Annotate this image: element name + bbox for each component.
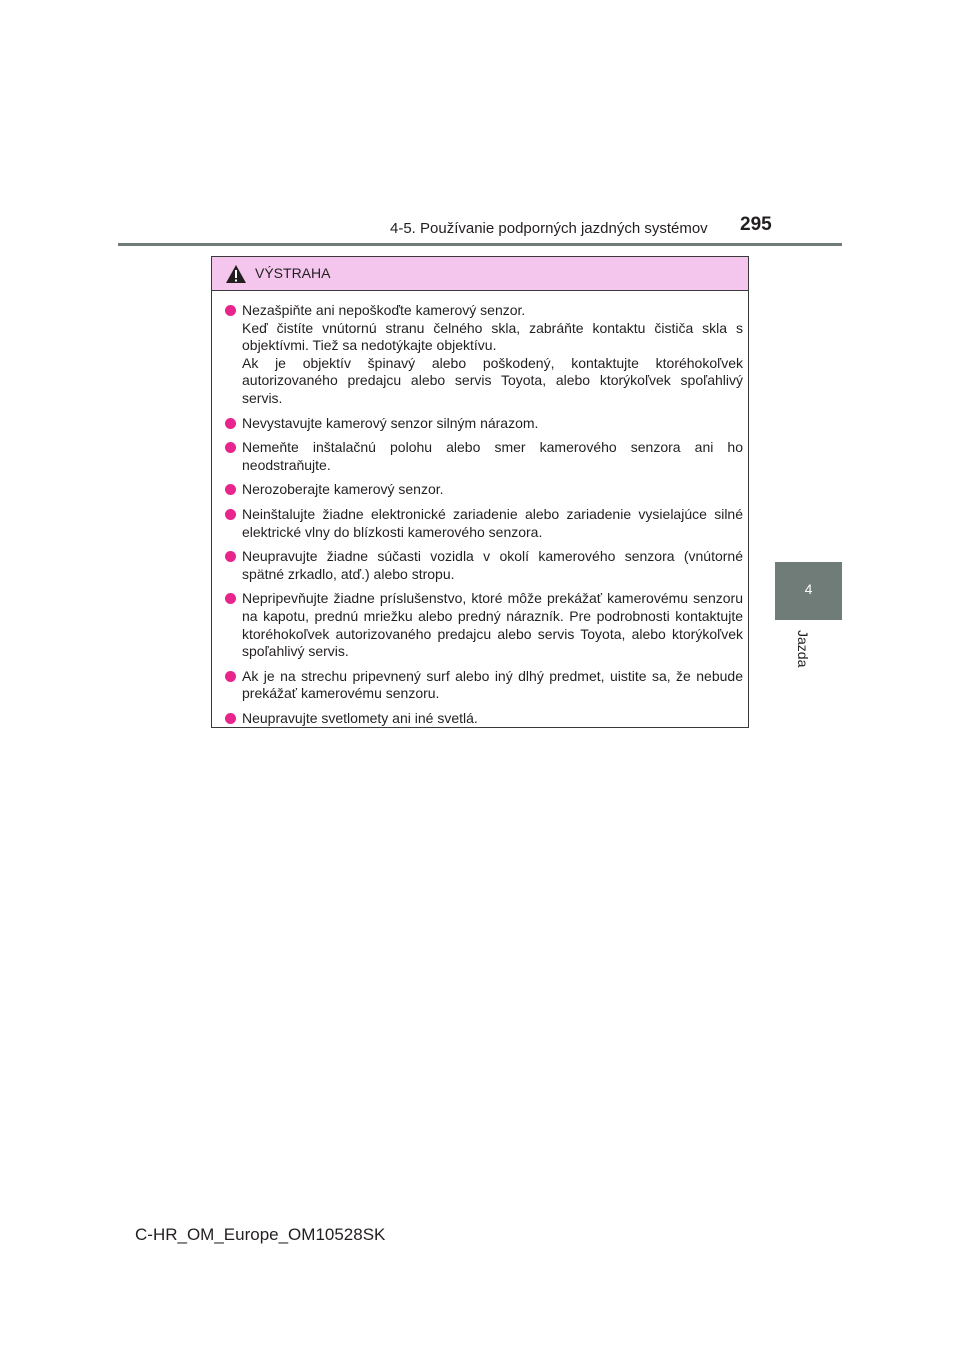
warning-item: [225, 481, 743, 499]
bullet-icon: [225, 671, 236, 682]
bullet-icon: [225, 509, 236, 520]
warning-item-text: Nemeňte inštalačnú polohu alebo smer kamerového senzora ani ho neodstraňujte.: [242, 439, 743, 473]
warning-item-text: Nezašpiňte ani nepoškoďte kamerový senzor.: [242, 302, 526, 318]
bullet-icon: [225, 713, 236, 724]
chapter-tab-number: 4: [804, 581, 813, 597]
warning-item-text: Neupravujte žiadne súčasti vozidla v okolí kamerového senzora (vnútorné spätné zrkadlo, atď.) alebo stropu.: [242, 548, 743, 582]
bullet-icon: [225, 418, 236, 429]
warning-items: [225, 302, 743, 734]
warning-title: VÝSTRAHA: [255, 265, 331, 281]
chapter-tab-label: Jazda: [795, 630, 811, 668]
warning-item-text: Neinštalujte žiadne elektronické zariadenie alebo zariadenie vysielajúce silné elektrické vlny do blízkosti kamerového senzora.: [242, 505, 743, 540]
bullet-icon: [225, 551, 236, 562]
warning-item: [225, 302, 743, 408]
warning-item-text: Nevystavujte kamerový senzor silným nárazom.: [242, 414, 539, 431]
warning-item: [225, 548, 743, 583]
warning-item-text: Nepripevňujte žiadne príslušenstvo, ktoré môže prekážať kamerovému senzoru na kapotu, prednú mriežku alebo predný nárazník. Pre podrobnosti kontaktujte ktoréhokoľvek autorizovaného predajcu alebo servis Toyota, alebo ktorýkoľvek spoľahlivý servis.: [242, 590, 743, 660]
warning-triangle-icon: [225, 264, 247, 284]
document-code: C-HR_OM_Europe_OM10528SK: [135, 1225, 386, 1244]
warning-item-text: Neupravujte svetlomety ani iné svetlá.: [242, 709, 478, 726]
warning-item-text: Ak je na strechu pripevnený surf alebo iný dlhý predmet, uistite sa, že nebude prekážať kamerovému senzoru.: [242, 667, 743, 702]
warning-item-text: Ak je objektív špinavý alebo poškodený, kontaktujte ktoréhokoľvek autorizovaného predajcu alebo servis Toyota, alebo ktorýkoľvek spoľahlivý servis.: [242, 354, 743, 406]
bullet-icon: [225, 305, 236, 316]
bullet-icon: [225, 484, 236, 495]
warning-item: [225, 668, 743, 703]
bullet-icon: [225, 442, 236, 453]
warning-item: [225, 506, 743, 541]
warning-item-text: Keď čistíte vnútornú stranu čelného skla, zabráňte kontaktu čističa skla s objektívmi. Tiež sa nedotýkajte objektívu.: [242, 319, 743, 354]
page-number: 295: [740, 214, 772, 235]
warning-item-text: Nerozoberajte kamerový senzor.: [242, 481, 444, 498]
warning-item: [225, 710, 743, 728]
warning-item: [225, 415, 743, 433]
header-rule: [118, 243, 842, 246]
bullet-icon: [225, 593, 236, 604]
warning-item: [225, 590, 743, 660]
warning-item: [225, 439, 743, 474]
section-title: 4-5. Používanie podporných jazdných systémov: [390, 220, 708, 237]
warning-header: [212, 257, 748, 291]
warning-box: [211, 256, 749, 728]
chapter-tab: [775, 562, 842, 620]
